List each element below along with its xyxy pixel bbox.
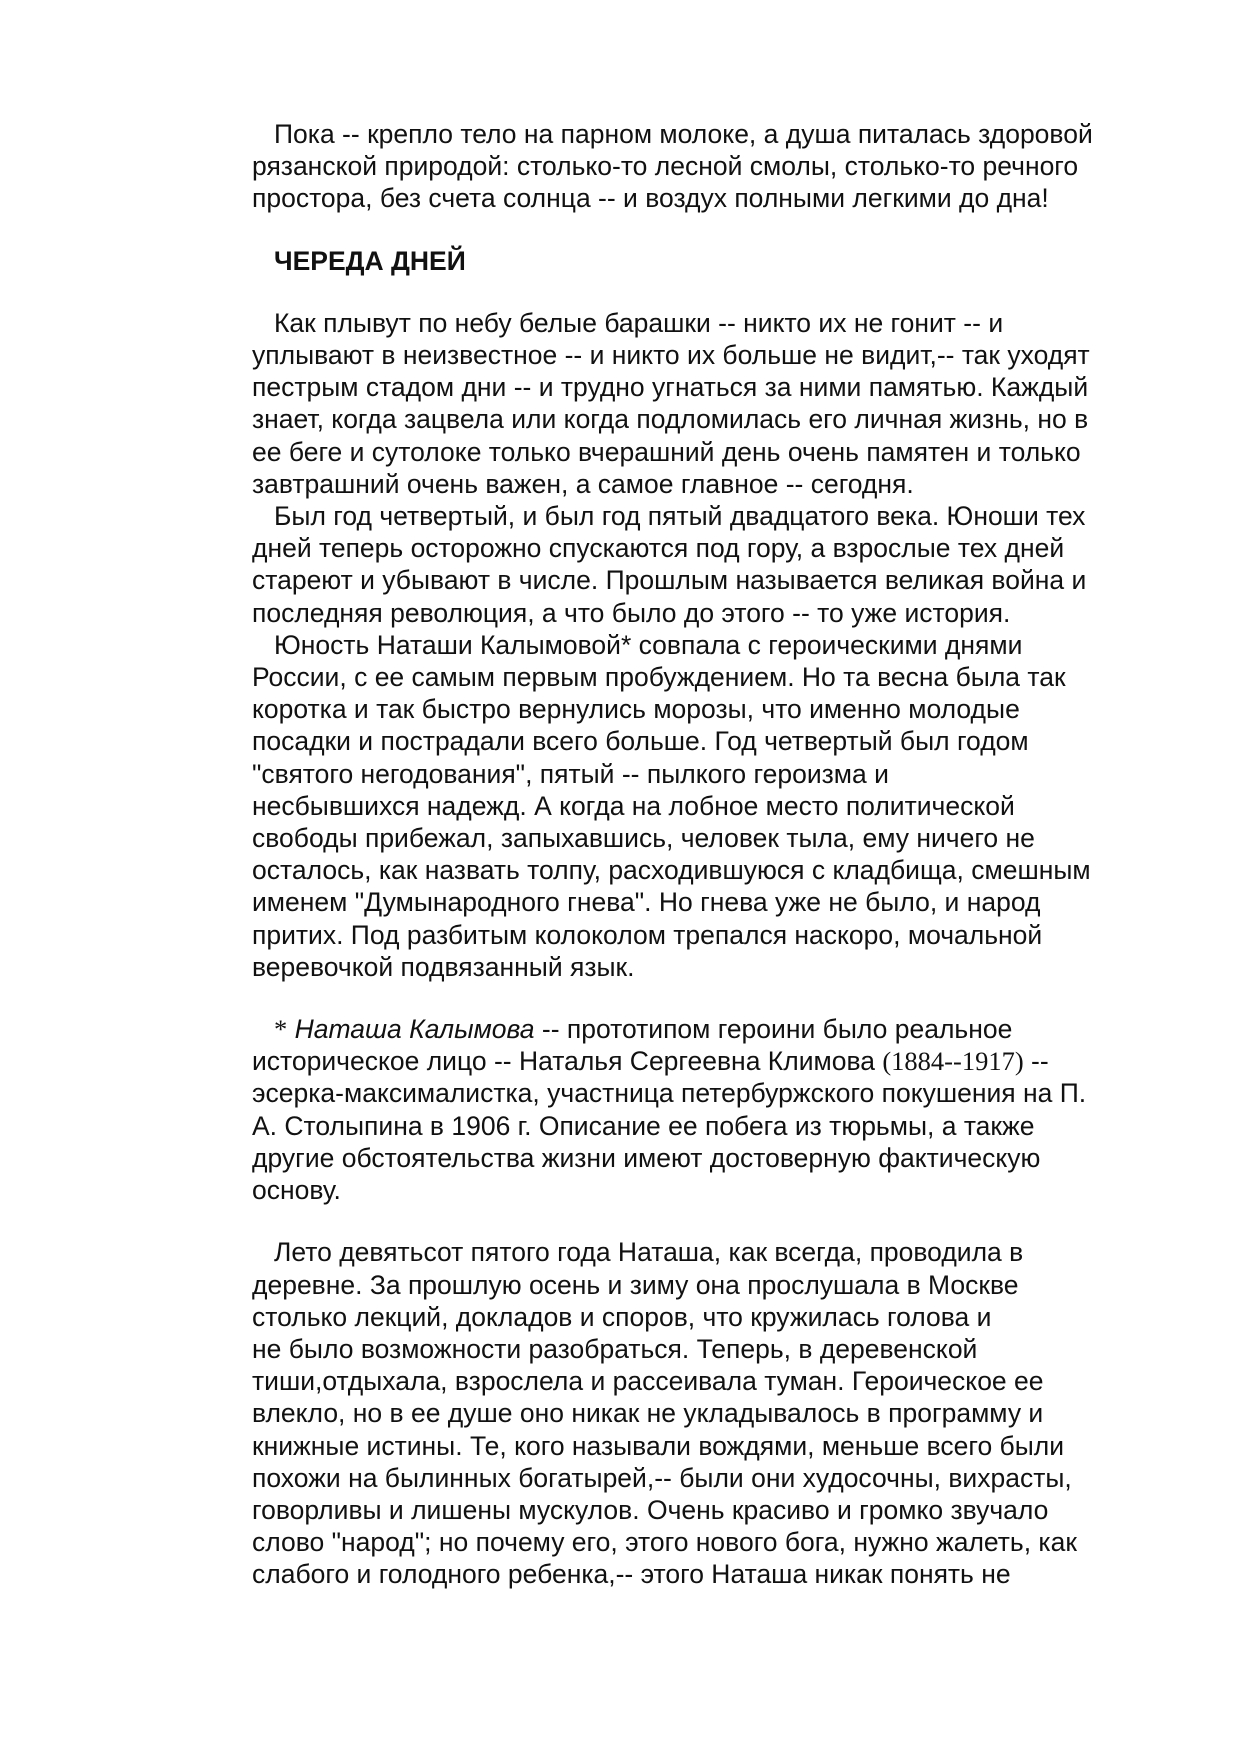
text-line: влекло, но в ее душе оно никак не укладывалось в программу и — [252, 1398, 1044, 1429]
text-line: Был год четвертый, и был год пятый двадцатого века. Юноши тех — [274, 501, 1086, 532]
footnote-line — [252, 1045, 1152, 1077]
footnote-text: -- — [1023, 1046, 1049, 1077]
section-heading: ЧЕРЕДА ДНЕЙ — [274, 245, 466, 276]
text-line: книжные истины. Те, кого называли вождями, меньше всего были — [252, 1430, 1065, 1461]
footnote-line: эсерка-максималистка, участница петербуржского покушения на П. — [252, 1078, 1087, 1109]
footnote-line: основу. — [252, 1175, 341, 1206]
footnote-line: А. Столыпина в 1906 г. Описание ее побега из тюрьмы, а также — [252, 1110, 1035, 1141]
text-line: тиши,отдыхала, взрослела и рассеивала туман. Героическое ее — [252, 1366, 1044, 1397]
text-line: веревочкой подвязанный язык. — [252, 951, 635, 982]
text-line: простора, без счета солнца -- и воздух полными легкими до дна! — [252, 183, 1049, 214]
text-line: притих. Под разбитым колоколом трепался наскоро, мочальной — [252, 919, 1043, 950]
text-line: несбывшихся надежд. А когда на лобное место политической — [252, 790, 1015, 821]
text-line: "святого негодования", пятый -- пылкого героизма и — [252, 758, 889, 789]
spacer — [252, 983, 1152, 1013]
text-line: России, с ее самым первым пробуждением. Но та весна была так — [252, 662, 1066, 693]
text-line: деревне. За прошлую осень и зиму она прослушала в Москве — [252, 1269, 1019, 1300]
text-line: дней теперь осторожно спускаются под гору, а взрослые тех дней — [252, 533, 1065, 564]
text-line: именем "Думынародного гнева". Но гнева уже не было, и народ — [252, 887, 1041, 918]
footnote-marker: * — [274, 1014, 288, 1045]
text-line: знает, когда зацвела или когда подломилась его личная жизнь, но в — [252, 404, 1089, 435]
spacer — [252, 1206, 1152, 1236]
footnote-text: историческое лицо -- Наталья Сергеевна Климова — [252, 1046, 883, 1077]
text-line: осталось, как назвать толпу, расходившуюся с кладбища, смешным — [252, 855, 1091, 886]
paragraph-2 — [252, 307, 1152, 500]
text-line: Лето девятьсот пятого года Наташа, как всегда, проводила в — [274, 1237, 1024, 1268]
text-line: слово "народ"; но почему его, этого нового бога, нужно жалеть, как — [252, 1527, 1077, 1558]
footnote-line — [252, 1013, 1152, 1045]
footnote-text: -- прототипом героини было реальное — [534, 1014, 1013, 1045]
text-line: Как плывут по небу белые барашки -- никто их не гонит -- и — [274, 307, 1004, 338]
text-line: пестрым стадом дни -- и трудно угнаться за ними памятью. Каждый — [252, 372, 1089, 403]
text-line: похожи на былинных богатырей,-- были они худосочны, вихрасты, — [252, 1462, 1072, 1493]
footnote-years: (1884--1917) — [882, 1046, 1024, 1077]
text-line: рязанской природой: столько-то лесной смолы, столько-то речного — [252, 151, 1079, 182]
spacer — [252, 215, 1152, 231]
paragraph-4 — [252, 629, 1152, 983]
text-line: ее беге и сутолоке только вчерашний день очень памятен и только — [252, 436, 1081, 467]
text-line: завтрашний очень важен, а самое главное -- сегодня. — [252, 468, 914, 499]
paragraph-1 — [252, 118, 1152, 215]
text-line: говорливы и лишены мускулов. Очень красиво и громко звучало — [252, 1494, 1049, 1525]
footnote-name: Наташа Калымова — [294, 1014, 535, 1045]
paragraph-5 — [252, 1236, 1152, 1590]
text-line: посадки и пострадали всего больше. Год четвертый был годом — [252, 726, 1029, 757]
spacer — [252, 277, 1152, 307]
footnote — [252, 1013, 1152, 1206]
text-line: Юность Наташи Калымовой* совпала с героическими днями — [274, 629, 1023, 660]
text-line: слабого и голодного ребенка,-- этого Наташа никак понять не — [252, 1559, 1011, 1590]
text-line: последняя революция, а что было до этого -- то уже история. — [252, 597, 1011, 628]
footnote-line: другие обстоятельства жизни имеют достоверную фактическую — [252, 1142, 1041, 1173]
text-column — [252, 118, 1152, 1591]
text-line: коротка и так быстро вернулись морозы, что именно молодые — [252, 694, 1020, 725]
paragraph-3 — [252, 500, 1152, 629]
text-line: Пока -- крепло тело на парном молоке, а душа питалась здоровой — [274, 119, 1093, 149]
text-line: стареют и убывают в числе. Прошлым называется великая война и — [252, 565, 1087, 596]
text-line: свободы прибежал, запыхавшись, человек тыла, ему ничего не — [252, 823, 1035, 854]
text-line: уплывают в неизвестное -- и никто их больше не видит,-- так уходят — [252, 340, 1090, 371]
text-line: столько лекций, докладов и споров, что кружилась голова и — [252, 1301, 992, 1332]
text-line: не было возможности разобраться. Теперь, в деревенской — [252, 1333, 978, 1364]
